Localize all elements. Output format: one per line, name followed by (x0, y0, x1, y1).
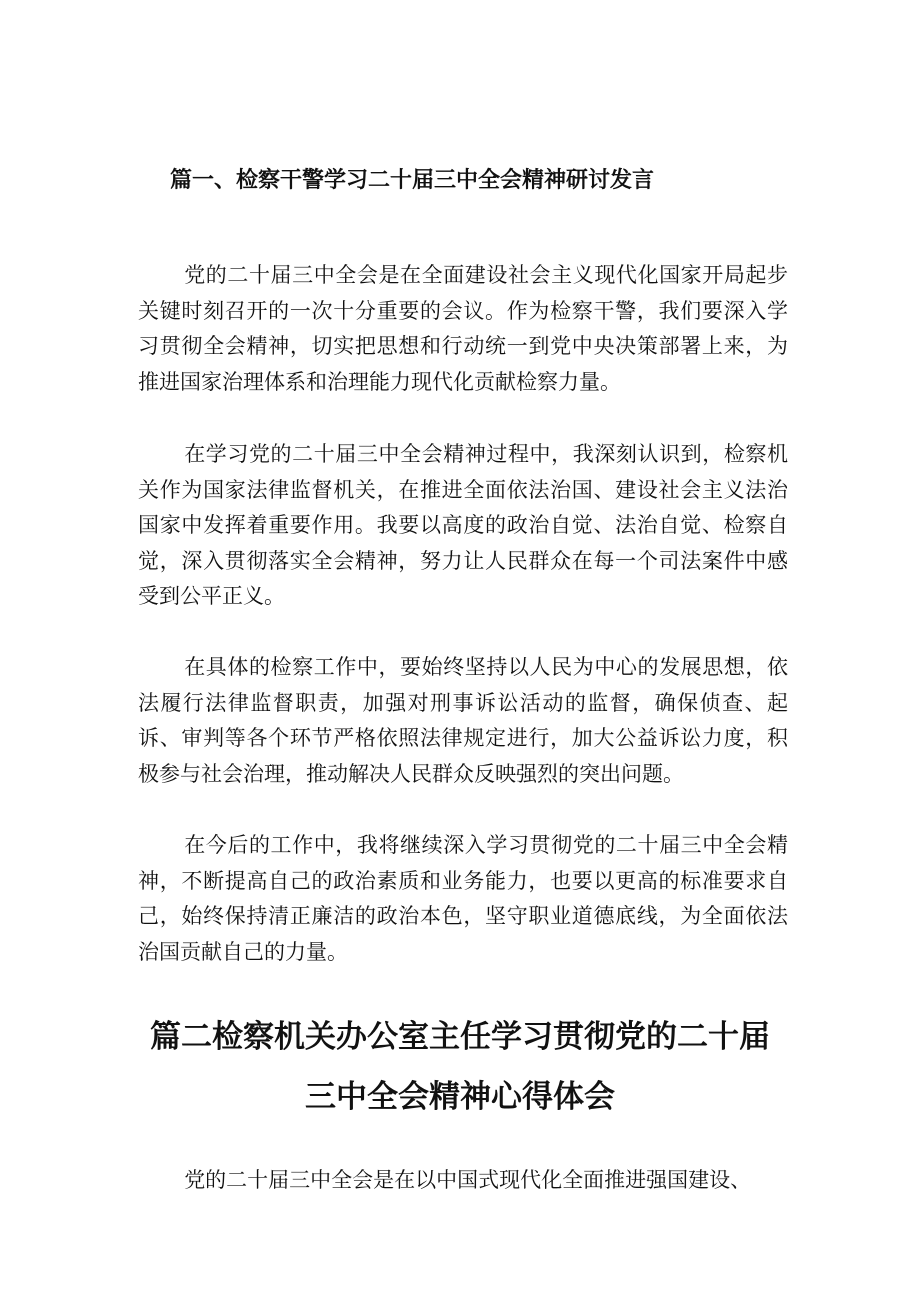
section-two-title: 篇二检察机关办公室主任学习贯彻党的二十届三中全会精神心得体会 (150, 1019, 770, 1115)
section-one-paragraph-4: 在今后的工作中，我将继续深入学习贯彻党的二十届三中全会精神，不断提高自己的政治素质和业务能力，也要以更高的标准要求自己，始终保持清正廉洁的政治本色，坚守职业道德底线，为全面依法治国贡献自己的力量。 (138, 833, 788, 964)
section-one-paragraph-2: 在学习党的二十届三中全会精神过程中，我深刻认识到，检察机关作为国家法律监督机关，在推进全面依法治国、建设社会主义法治国家中发挥着重要作用。我要以高度的政治自觉、法治自觉、检察自觉，深入贯彻落实全会精神，努力让人民群众在每一个司法案件中感受到公平正义。 (138, 442, 788, 608)
section-one-paragraph-1: 党的二十届三中全会是在全面建设社会主义现代化国家开局起步关键时刻召开的一次十分重要的会议。作为检察干警，我们要深入学习贯彻全会精神，切实把思想和行动统一到党中央决策部署上来，为推进国家治理体系和治理能力现代化贡献检察力量。 (138, 263, 788, 394)
section-one-title: 篇一、检察干警学习二十届三中全会精神研讨发言 (170, 168, 655, 193)
section-two-paragraph-1: 党的二十届三中全会是在以中国式现代化全面推进强国建设、 (184, 1168, 752, 1192)
section-one-paragraph-3: 在具体的检察工作中，要始终坚持以人民为中心的发展思想，依法履行法律监督职责，加强对刑事诉讼活动的监督，确保侦查、起诉、审判等各个环节严格依照法律规定进行，加大公益诉讼力度，积极参与社会治理，推动解决人民群众反映强烈的突出问题。 (138, 655, 788, 786)
